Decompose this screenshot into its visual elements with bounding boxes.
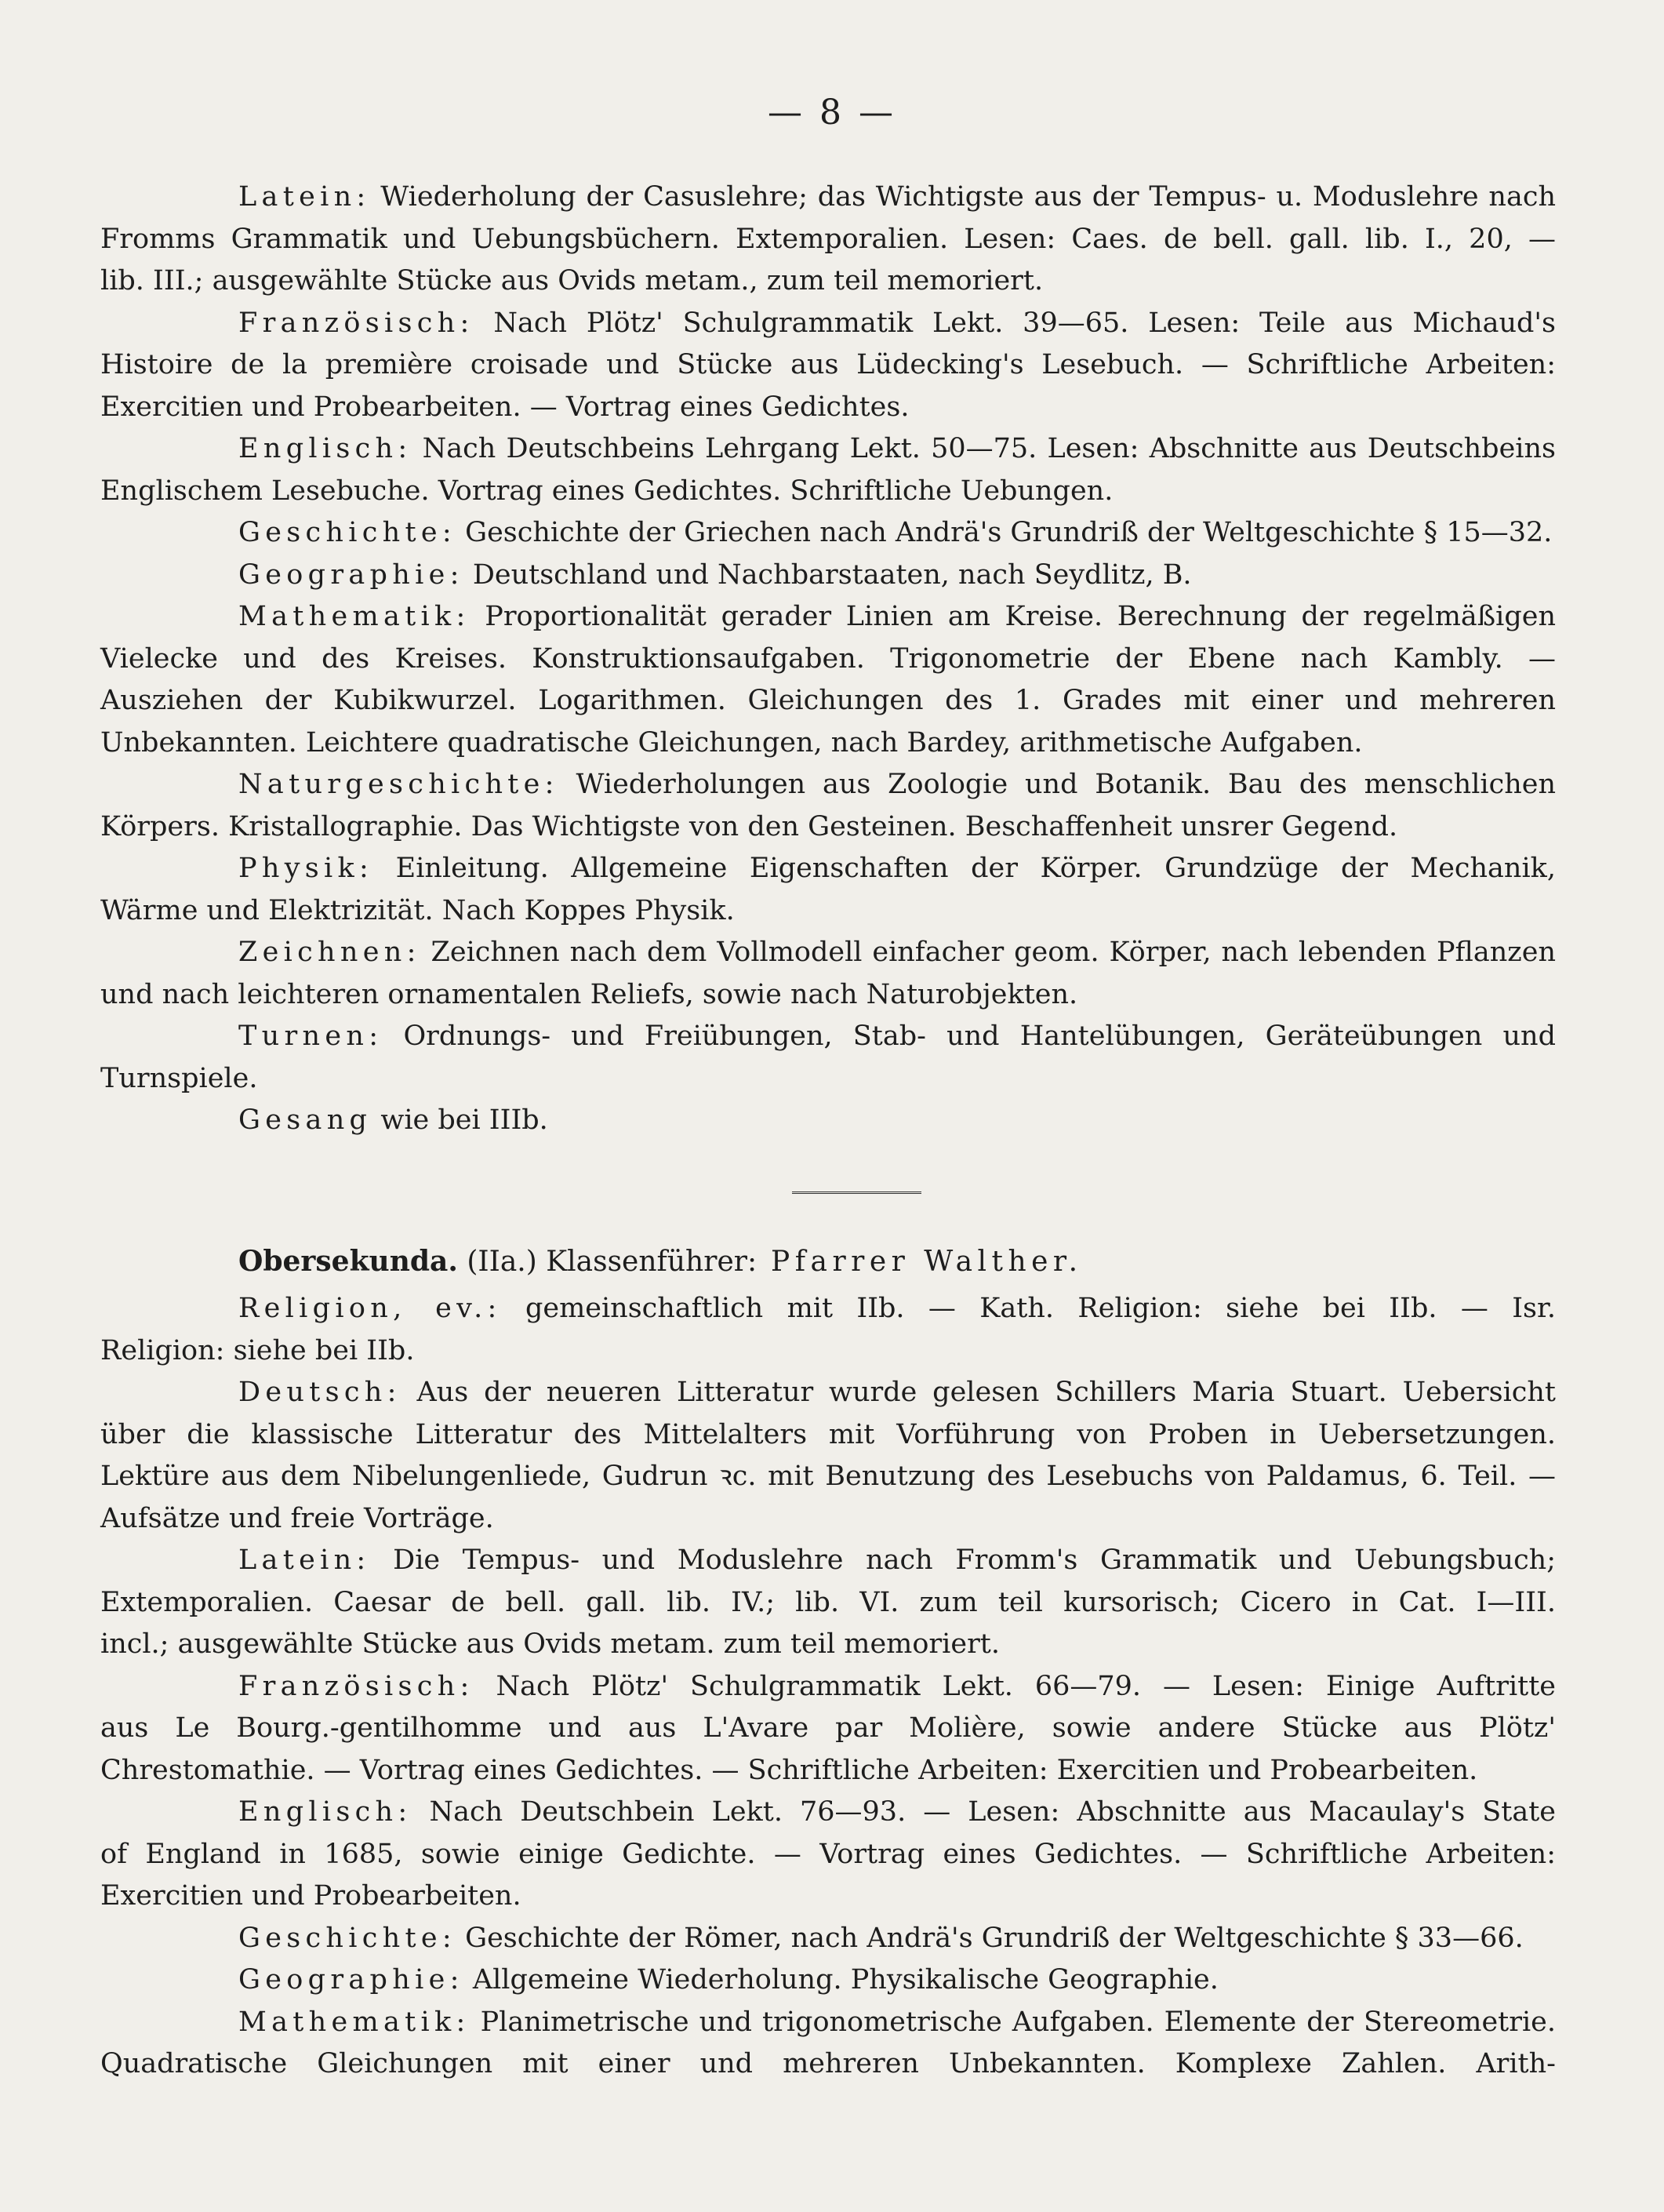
text-line xyxy=(100,1100,1556,1142)
text-line xyxy=(100,303,1556,345)
subject-label: Englisch: xyxy=(238,1796,412,1828)
subject-label: Zeichnen: xyxy=(238,937,421,968)
text-line xyxy=(100,2002,1556,2044)
text-line xyxy=(100,890,1556,933)
text-line xyxy=(100,680,1556,722)
subject-text: Extemporalien. Caesar de bell. gall. lib. IV.; lib. VI. zum teil kursorisch; Cicero in Cat. I—III. xyxy=(100,1586,1556,1618)
text-line xyxy=(100,1016,1556,1058)
subject-text: über die klassische Litteratur des Mittelalters mit Vorführung von Proben in Uebersetzungen. xyxy=(100,1418,1556,1450)
subject-text: Geschichte der Griechen nach Andrä's Grundriß der Weltgeschichte § 15—32. xyxy=(456,517,1553,548)
subject-text: Proportionalität gerader Linien am Kreise. Berechnung der regelmäßigen xyxy=(470,601,1556,632)
text-line xyxy=(100,176,1556,219)
subject-text: Wärme und Elektrizität. Nach Koppes Physik. xyxy=(100,894,735,926)
text-line xyxy=(100,932,1556,974)
subject-text: aus Le Bourg.-gentilhomme und aus L'Avare par Molière, sowie andere Stücke aus Plötz' xyxy=(100,1712,1556,1744)
section-untersekunda-subjects xyxy=(100,176,1556,1142)
subject-text: incl.; ausgewählte Stücke aus Ovids metam. zum teil memoriert. xyxy=(100,1628,1000,1660)
subject-text: Zeichnen nach dem Vollmodell einfacher geom. Körper, nach lebenden Pflanzen xyxy=(420,937,1556,968)
subject-label: Geographie: xyxy=(238,558,464,591)
text-line xyxy=(100,1058,1556,1101)
subject-text: Aus der neueren Litteratur wurde gelesen Schillers Maria Stuart. Uebersicht xyxy=(401,1377,1556,1408)
subject-text: Deutschland und Nachbarstaaten, nach Seydlitz, B. xyxy=(463,558,1192,591)
subject-text: Nach Deutschbein Lekt. 76—93. — Lesen: Abschnitte aus Macaulay's State xyxy=(412,1796,1556,1828)
subject-text: Quadratische Gleichungen mit einer und mehreren Unbekannten. Komplexe Zahlen. Arith- xyxy=(100,2048,1556,2079)
subject-label: Französisch: xyxy=(238,307,474,339)
text-line xyxy=(100,260,1556,303)
page-number: — 8 — xyxy=(768,93,896,133)
text-line xyxy=(100,1624,1556,1666)
text-line xyxy=(100,1498,1556,1541)
text-line xyxy=(100,1918,1556,1960)
text-line xyxy=(100,344,1556,387)
text-line xyxy=(100,1330,1556,1373)
text-line xyxy=(100,1456,1556,1498)
subject-text: Exercitien und Probearbeiten. — Vortrag eines Gedichtes. xyxy=(100,391,910,423)
subject-text: und nach leichteren ornamentalen Reliefs, sowie nach Naturobjekten. xyxy=(100,978,1078,1010)
subject-label: Latein: xyxy=(238,1544,371,1576)
text-line xyxy=(100,1708,1556,1750)
text-line xyxy=(100,848,1556,890)
subject-text: Chrestomathie. — Vortrag eines Gedichtes. — Schriftliche Arbeiten: Exercitien und Probearbeiten. xyxy=(100,1754,1478,1786)
subject-text: Nach Plötz' Schulgrammatik Lekt. 66—79. — Lesen: Einige Auftritte xyxy=(474,1670,1556,1702)
section-heading-obersekunda xyxy=(238,1245,1083,1278)
text-line xyxy=(100,1582,1556,1624)
subject-text: Religion: siehe bei IIb. xyxy=(100,1334,415,1366)
subject-text: lib. III.; ausgewählte Stücke aus Ovids metam., zum teil memoriert. xyxy=(100,265,1044,297)
text-line xyxy=(100,512,1556,555)
heading-label: Klassenführer: xyxy=(546,1246,758,1278)
subject-label: Französisch: xyxy=(238,1670,474,1702)
text-line xyxy=(100,1959,1556,2002)
subject-text: Allgemeine Wiederholung. Physikalische Geographie. xyxy=(463,1964,1219,1996)
subject-text: Histoire de la première croisade und Stücke aus Lüdecking's Lesebuch. — Schriftliche Arbeiten: xyxy=(100,349,1556,380)
text-line xyxy=(100,387,1556,429)
text-line xyxy=(100,596,1556,638)
subject-label: Latein: xyxy=(238,181,371,213)
subject-text: Körpers. Kristallographie. Das Wichtigste von den Gesteinen. Beschaffenheit unsrer Gegend. xyxy=(100,810,1398,842)
subject-text: Ordnungs- und Freiübungen, Stab- und Hantelübungen, Geräteübungen und xyxy=(383,1021,1556,1052)
subject-text: Turnspiele. xyxy=(100,1062,258,1094)
text-line xyxy=(100,1750,1556,1792)
text-line xyxy=(100,1834,1556,1876)
subject-label: Geschichte: xyxy=(238,517,456,548)
subject-text: Unbekannten. Leichtere quadratische Gleichungen, nach Bardey, arithmetische Aufgaben. xyxy=(100,726,1363,759)
subject-label: Naturgeschichte: xyxy=(238,769,559,800)
subject-label: Physik: xyxy=(238,853,374,884)
subject-label: Turnen: xyxy=(238,1021,383,1052)
subject-label: Mathematik: xyxy=(238,2006,470,2038)
subject-text: Planimetrische und trigonometrische Aufgaben. Elemente der Stereometrie. xyxy=(470,2006,1556,2038)
text-line xyxy=(100,764,1556,806)
subject-label: Geschichte: xyxy=(238,1922,456,1954)
heading-class: (IIa.) xyxy=(457,1246,547,1278)
subject-label: Deutsch: xyxy=(238,1377,401,1408)
subject-text: gemeinschaftlich mit IIb. — Kath. Religion: siehe bei IIb. — Isr. xyxy=(501,1293,1556,1324)
text-line xyxy=(100,555,1556,597)
subject-label: Religion, ev.: xyxy=(238,1293,502,1324)
text-line xyxy=(100,974,1556,1017)
section-obersekunda-subjects xyxy=(100,1288,1556,2086)
text-line xyxy=(100,471,1556,513)
text-line xyxy=(100,638,1556,681)
text-line xyxy=(100,1372,1556,1414)
subject-text: Nach Deutschbeins Lehrgang Lekt. 50—75. Lesen: Abschnitte aus Deutschbeins xyxy=(412,433,1556,464)
subject-label: Englisch: xyxy=(238,433,412,464)
subject-label: Geographie: xyxy=(238,1964,464,1996)
heading-teacher: Pfarrer Walther. xyxy=(757,1246,1083,1278)
subject-text: Nach Plötz' Schulgrammatik Lekt. 39—65. Lesen: Teile aus Michaud's xyxy=(474,307,1556,339)
text-line xyxy=(100,1540,1556,1582)
subject-text: Einleitung. Allgemeine Eigenschaften der Körper. Grundzüge der Mechanik, xyxy=(373,853,1556,884)
subject-text: Geschichte der Römer, nach Andrä's Grundriß der Weltgeschichte § 33—66. xyxy=(456,1922,1524,1954)
heading-title: Obersekunda. xyxy=(238,1245,458,1278)
subject-text: Ausziehen der Kubikwurzel. Logarithmen. Gleichungen des 1. Grades mit einer und mehreren xyxy=(100,685,1556,716)
text-line xyxy=(100,722,1556,765)
subject-text: Fromms Grammatik und Uebungsbüchern. Extemporalien. Lesen: Caes. de bell. gall. lib. I., 20, — xyxy=(100,223,1556,255)
subject-text: Aufsätze und freie Vorträge. xyxy=(100,1502,494,1534)
text-line xyxy=(100,1666,1556,1708)
subject-text: Englischem Lesebuche. Vortrag eines Gedichtes. Schriftliche Uebungen. xyxy=(100,475,1114,507)
subject-text: Die Tempus- und Moduslehre nach Fromm's Grammatik und Uebungsbuch; xyxy=(370,1544,1556,1576)
subject-label: Mathematik: xyxy=(238,601,470,632)
text-line xyxy=(100,2043,1556,2086)
subject-text: Wiederholung der Casuslehre; das Wichtigste aus der Tempus- u. Moduslehre nach xyxy=(370,181,1556,213)
subject-label: Gesang xyxy=(238,1104,372,1136)
text-line xyxy=(100,1875,1556,1918)
text-line xyxy=(100,1288,1556,1330)
text-line xyxy=(100,428,1556,471)
subject-text: Vielecke und des Kreises. Konstruktionsaufgaben. Trigonometrie der Ebene nach Kambly. — xyxy=(100,642,1556,675)
text-line xyxy=(100,806,1556,849)
subject-text: Lektüre aus dem Nibelungenliede, Gudrun ꝛc. mit Benutzung des Lesebuchs von Paldamus, 6. Teil. — xyxy=(100,1461,1556,1492)
subject-text: wie bei IIIb. xyxy=(372,1104,548,1136)
text-line xyxy=(100,219,1556,261)
text-line xyxy=(100,1414,1556,1457)
text-line xyxy=(100,1792,1556,1834)
subject-text: of England in 1685, sowie einige Gedichte. — Vortrag eines Gedichtes. — Schriftliche Arbeiten: xyxy=(100,1838,1556,1870)
section-divider xyxy=(792,1191,921,1194)
subject-text: Exercitien und Probearbeiten. xyxy=(100,1880,521,1912)
subject-text: Wiederholungen aus Zoologie und Botanik. Bau des menschlichen xyxy=(558,769,1556,800)
